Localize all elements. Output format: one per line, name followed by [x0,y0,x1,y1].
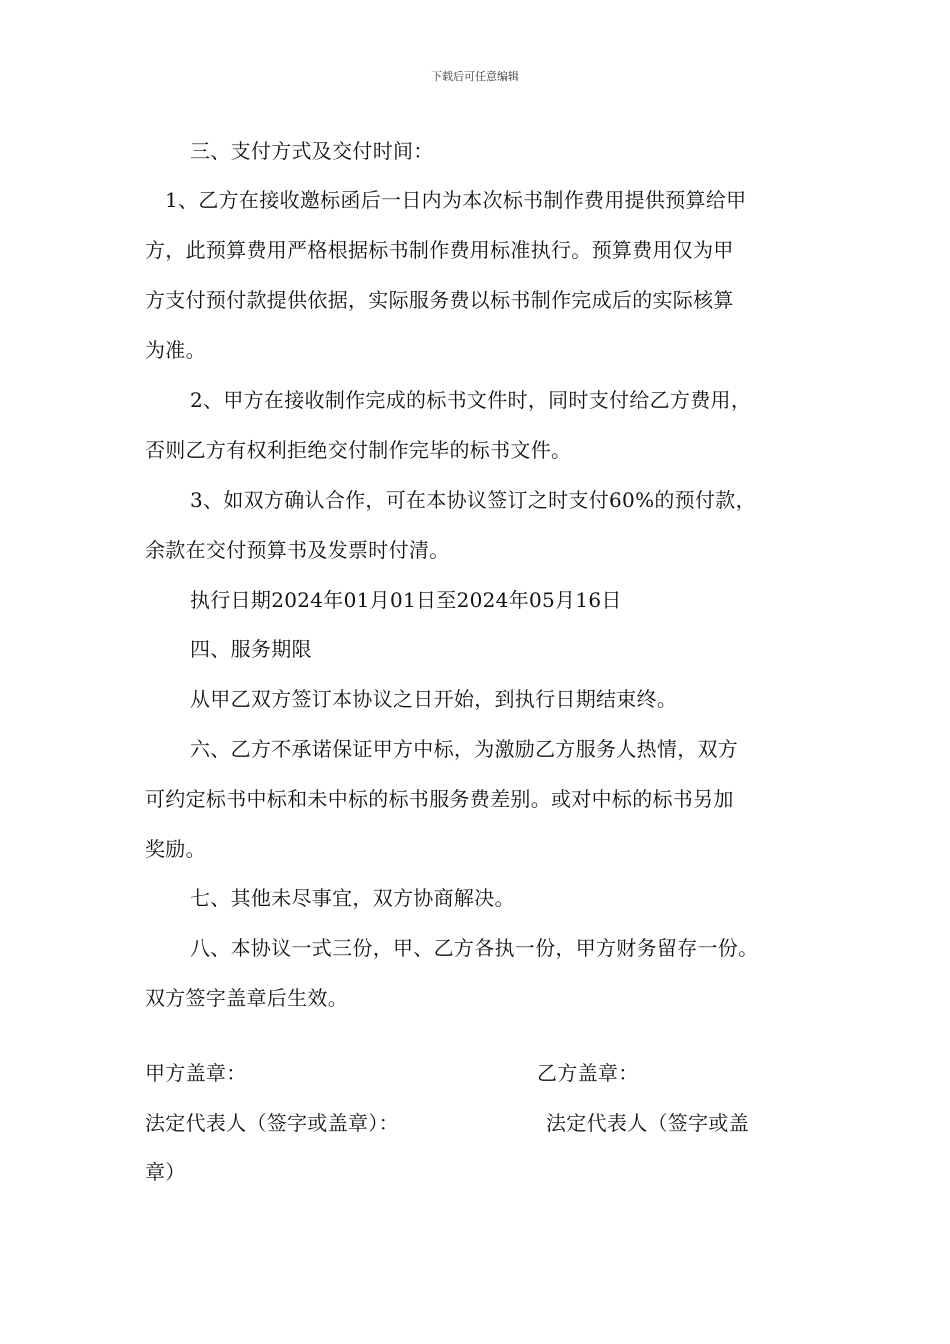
paragraph-line: 为准。 [145,338,206,362]
paragraph-line: 2、甲方在接收制作完成的标书文件时，同时支付给乙方费用， [190,388,752,412]
party-a-rep-label: 法定代表人（签字或盖章）： [145,1111,399,1135]
party-b-rep-label: 法定代表人（签字或盖 [546,1111,749,1135]
paragraph-line: 可约定标书中标和未中标的标书服务费差别。或对中标的标书另加 [145,787,734,811]
paragraph-line: 双方签字盖章后生效。 [145,986,348,1010]
section-6-line: 六、乙方不承诺保证甲方中标，为激励乙方服务人热情，双方 [190,737,739,761]
paragraph-line: 3、如双方确认合作，可在本协议签订之时支付60%的预付款， [190,488,756,512]
section-3-heading: 三、支付方式及交付时间： [190,139,434,163]
page-header-note: 下载后可任意编辑 [431,70,519,83]
paragraph-line: 奖励。 [145,837,206,861]
paragraph-line: 从甲乙双方签订本协议之日开始，到执行日期结束终。 [190,687,678,711]
party-b-seal-label: 乙方盖章： [537,1061,639,1085]
section-7-line: 七、其他未尽事宜，双方协商解决。 [190,886,515,910]
paragraph-line: 否则乙方有权利拒绝交付制作完毕的标书文件。 [145,438,572,462]
section-8-line: 八、本协议一式三份，甲、乙方各执一份，甲方财务留存一份。 [190,936,759,960]
section-4-heading: 四、服务期限 [190,637,312,661]
paragraph-line: 余款在交付预算书及发票时付清。 [145,538,450,562]
paragraph-line: 1、乙方在接收邀标函后一日内为本次标书制作费用提供预算给甲 [165,188,747,212]
paragraph-line: 方支付预付款提供依据，实际服务费以标书制作完成后的实际核算 [145,288,734,312]
party-a-seal-label: 甲方盖章： [145,1061,247,1085]
paragraph-line: 方，此预算费用严格根据标书制作费用标准执行。预算费用仅为甲 [145,238,734,262]
party-b-rep-label-cont: 章） [145,1160,186,1184]
execution-date: 执行日期2024年01月01日至2024年05月16日 [190,588,622,612]
